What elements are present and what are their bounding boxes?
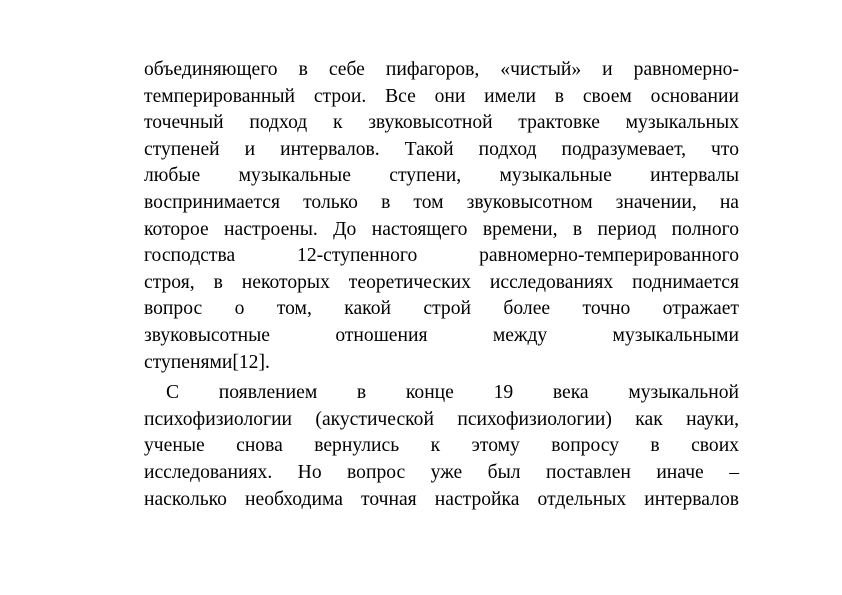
text-line: насколько необходима точная настройка отдельных интервалов — [144, 488, 739, 510]
text-line: объединяющего в себе пифагоров, «чистый» и равномерно- — [144, 59, 739, 80]
text-line: темперированный строи. Все они имели в своем основании — [144, 85, 739, 107]
text-line: С появлением в конце 19 века музыкальной — [166, 382, 739, 404]
text-line: господства 12-ступенного равномерно-темперированного — [144, 245, 739, 267]
text-line: вопрос о том, какой строй более точно отражает — [144, 298, 739, 320]
text-line: ступенями[12]. — [144, 351, 270, 373]
paragraph-1 — [144, 57, 739, 376]
text-line: точечный подход к звуковысотной трактовке музыкальных — [144, 112, 739, 134]
text-line: любые музыкальные ступени, музыкальные интервалы — [144, 165, 739, 187]
text-line: исследованиях. Но вопрос уже был поставлен иначе – — [144, 461, 739, 483]
paragraph-2 — [144, 380, 739, 513]
text-line: ученые снова вернулись к этому вопросу в своих — [144, 435, 739, 457]
text-line: которое настроены. До настоящего времени, в период полного — [144, 218, 739, 240]
document-body — [144, 57, 739, 513]
text-line: воспринимается только в том звуковысотном значении, на — [144, 191, 739, 213]
text-line: психофизиологии (акустической психофизиологии) как науки, — [144, 408, 739, 430]
text-line: звуковысотные отношения между музыкальными — [144, 324, 739, 346]
text-line: строя, в некоторых теоретических исследованиях поднимается — [144, 271, 739, 293]
text-line: ступеней и интервалов. Такой подход подразумевает, что — [144, 138, 739, 160]
